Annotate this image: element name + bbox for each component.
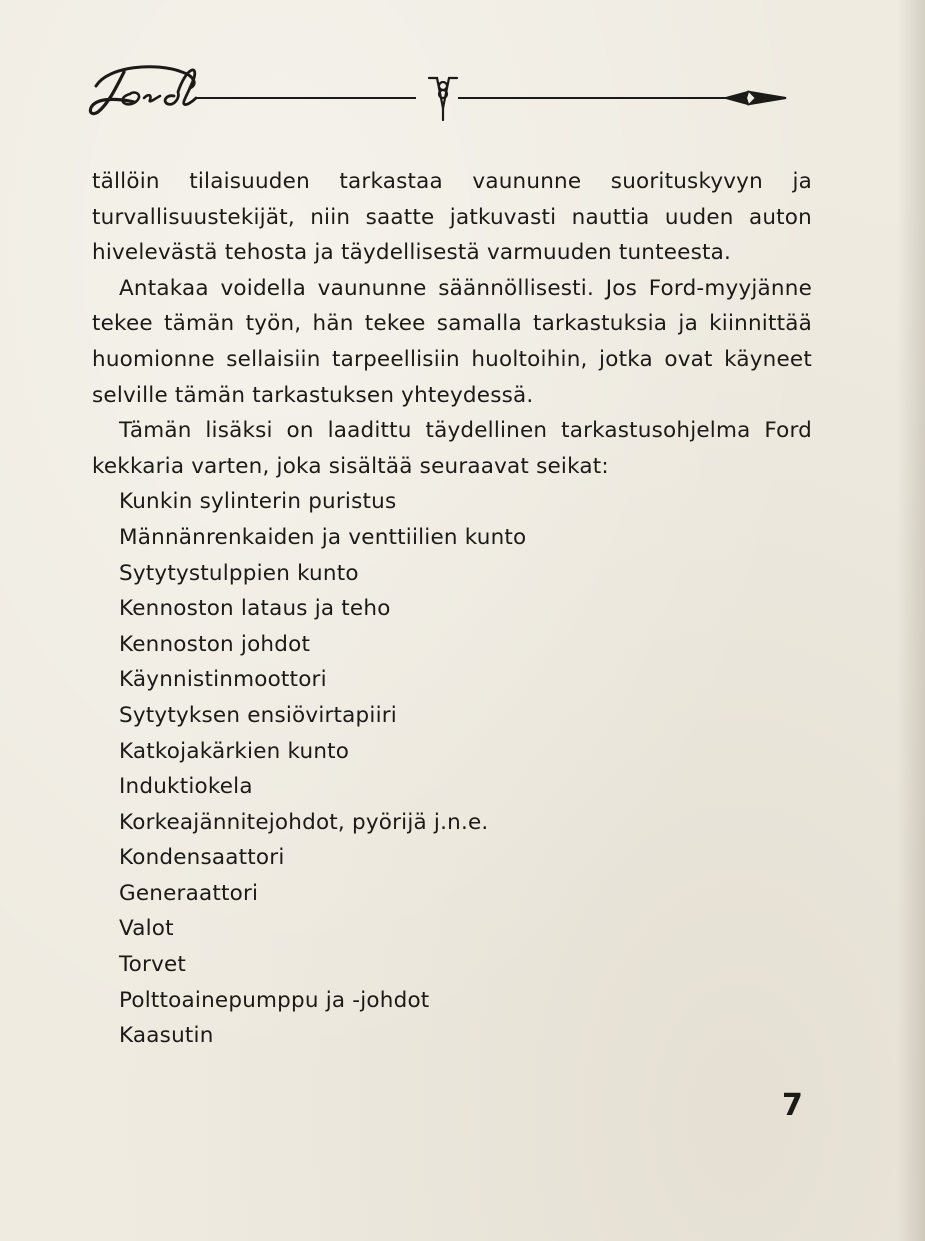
list-item: Valot (119, 916, 174, 942)
page-edge-shadow (897, 0, 925, 1241)
list-item: Sytytyksen ensiövirtapiiri (119, 702, 397, 728)
list-item: Polttoainepumppu ja -johdot (119, 987, 430, 1013)
list-item: Katkojakärkien kunto (119, 738, 350, 764)
ford-script-logo-icon (90, 67, 196, 114)
list-item: Kaasutin (119, 1023, 214, 1049)
ford-v8-header-ornament (86, 58, 796, 128)
list-item: Kunkin sylinterin puristus (119, 489, 397, 515)
page-header (86, 58, 796, 128)
list-item: Kondensaattori (119, 845, 285, 871)
list-item: Kennoston lataus ja teho (119, 596, 391, 622)
list-item: Sytytystulppien kunto (119, 560, 359, 586)
v8-emblem-icon (429, 78, 457, 120)
arrowhead-icon (726, 92, 786, 104)
list-item: Induktiokela (119, 774, 253, 800)
paragraph-inspection-program: Tämän lisäksi on laadittu täydellinen tarkastusohjelma Ford kekkaria varten, joka sisältää seuraavat seikat: (92, 418, 812, 479)
paragraph-lubrication: Antakaa voidella vaununne säännöllisesti. Jos Ford-myyjänne tekee tämän työn, hän tekee samalla tarkastuksia ja kiinnittää huomionne sellaisiin tarpeellisiin huoltoihin, jotka ovat käyneet selville tämän tarkastuksen yhteydessä. (92, 275, 812, 408)
list-item: Korkeajännitejohdot, pyörijä j.n.e. (119, 809, 489, 835)
paragraph-continuation: tällöin tilaisuuden tarkastaa vaununne suorituskyvyn ja turvallisuustekijät, niin saatte jatkuvasti nauttia uuden auton hivelevästä tehosta ja täydellisestä varmuuden tunteesta. (92, 169, 812, 266)
page-number: 7 (782, 1088, 803, 1123)
list-item: Käynnistinmoottori (119, 667, 327, 693)
list-item: Torvet (119, 952, 187, 978)
inspection-checklist (92, 484, 812, 1054)
list-item: Kennoston johdot (119, 631, 311, 657)
body-text (92, 164, 812, 1054)
list-item: Generaattori (119, 880, 259, 906)
list-item: Männänrenkaiden ja venttiilien kunto (119, 524, 527, 550)
